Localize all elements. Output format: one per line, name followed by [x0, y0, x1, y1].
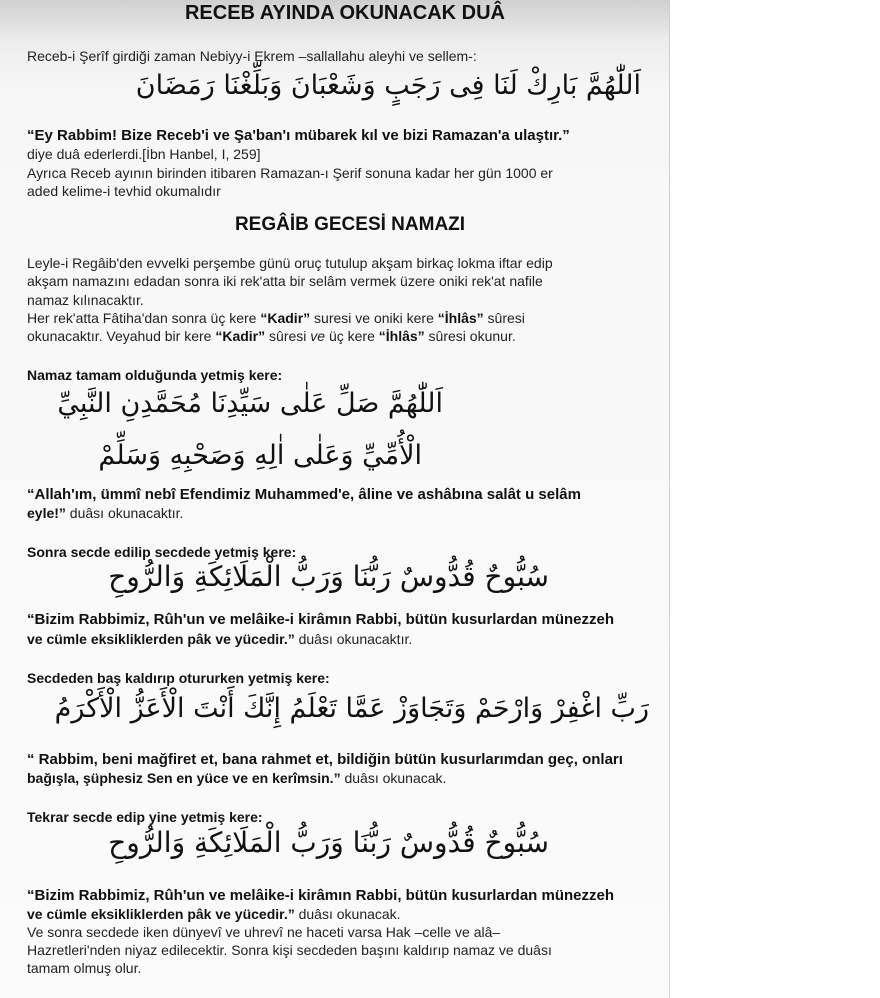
rabbighfir-translation-line-1: “ Rabbim, beni mağfiret et, bana rahmet et, bildiğin bütün kusurlarımdan geç, onları	[27, 751, 623, 768]
closing-line-3: tamam olmuş olur.	[27, 960, 142, 976]
step-heading-4: Tekrar secde edip yine yetmiş kere:	[27, 809, 263, 825]
closing-line-2: Hazretleri'nden niyaz edilecektir. Sonra kişi secdeden başını kaldırıp namaz ve duâsı	[27, 942, 552, 958]
arabic-salawat-line-1: اَللّٰهُمَّ صَلِّ عَلٰى سَيِّدِنَا مُحَمَّدِنِ النَّبِيِّ	[57, 388, 443, 419]
step-heading-3: Secdeden baş kaldırıp otururken yetmiş kere:	[27, 670, 330, 686]
surah-ihlas: “İhlâs”	[378, 328, 425, 344]
translation-text: eyle!”	[27, 505, 66, 521]
arabic-prayer-receb: اَللّٰهُمَّ بَارِكْ لَنَا فِى رَجَبٍ وَشَعْبَانَ وَبَلِّغْنَا رَمَضَانَ	[135, 70, 641, 101]
surah-text: sûresi okunur.	[424, 328, 516, 344]
salawat-translation-line-1: “Allah'ım, ümmî nebî Efendimiz Muhammed'e, âline ve ashâbına salât u selâm	[27, 486, 581, 503]
translation-text: duâsı okunacak.	[294, 906, 401, 922]
surah-instruction-line-1	[27, 309, 525, 327]
tevhid-note-line-2: aded kelime-i tevhid okumalıdır	[27, 183, 221, 199]
rabbighfir-translation-line-2	[27, 769, 446, 787]
subbuh-translation-2-line-1: “Bizim Rabbimiz, Rûh'un ve melâike-i kirâmın Rabbi, bütün kusurlardan münezzeh	[27, 887, 614, 904]
translation-text: ve cümle eksikliklerden pâk ve yücedir.”	[27, 906, 295, 922]
surah-text: sûresi	[265, 328, 311, 344]
subbuh-translation-1-line-2	[27, 630, 412, 648]
salawat-translation-line-2	[27, 504, 183, 522]
surah-kadir: “Kadir”	[215, 328, 266, 344]
closing-line-1: Ve sonra secdede iken dünyevî ve uhrevî ne haceti varsa Hak –celle ve alâ–	[27, 924, 501, 940]
surah-kadir: “Kadir”	[260, 310, 311, 326]
regaib-paragraph-line-3: namaz kılınacaktır.	[27, 292, 144, 308]
arabic-rabbighfir: رَبِّ اغْفِرْ وَارْحَمْ وَتَجَاوَزْ عَمَّا تَعْلَمُ إِنَّكَ أَنْتَ الْأَعَزُّ الْأَكْرَمُ	[54, 693, 649, 724]
arabic-subbuh-2: سُبُّوحٌ قُدُّوسٌ رَبُّنَا وَرَبُّ الْمَلَائِكَةِ وَالرُّوحِ	[108, 826, 549, 859]
arabic-subbuh-1: سُبُّوحٌ قُدُّوسٌ رَبُّنَا وَرَبُّ الْمَلَائِكَةِ وَالرُّوحِ	[108, 560, 549, 593]
regaib-paragraph-line-1: Leyle-i Regâib'den evvelki perşembe günü oruç tutulup akşam birkaç lokma iftar edip	[27, 255, 553, 271]
section-title: REGÂİB GECESİ NAMAZI	[234, 214, 466, 235]
intro-text: Receb-i Şerîf girdiği zaman Nebiyy-i Ekrem –sallallahu aleyhi ve sellem-:	[27, 48, 477, 64]
step-heading-2: Sonra secde edilip secdede yetmiş kere:	[27, 544, 297, 560]
surah-text: ve	[310, 328, 326, 344]
surah-text: üç kere	[325, 328, 379, 344]
tevhid-note-line-1: Ayrıca Receb ayının birinden itibaren Ramazan-ı Şerif sonuna kadar her gün 1000 er	[27, 165, 553, 181]
regaib-paragraph-line-2: akşam namazını edadan sonra iki rek'atta bir selâm vermek üzere oniki rek'at nafile	[27, 273, 543, 289]
surah-text: sûresi	[483, 310, 525, 326]
prayer-translation-receb: “Ey Rabbim! Bize Receb'i ve Şa'ban'ı mübarek kıl ve bizi Ramazan'a ulaştır.”	[27, 127, 570, 144]
translation-text: duâsı okunacaktır.	[294, 631, 413, 647]
translation-text: bağışla, şüphesiz Sen en yüce ve en kerîmsin.”	[27, 770, 341, 786]
surah-text: suresi ve oniki kere	[310, 310, 438, 326]
translation-text: duâsı okunacaktır.	[65, 505, 184, 521]
arabic-salawat-line-2: الْأُمِّيِّ وَعَلٰى اٰلِهِ وَصَحْبِهِ وَسَلِّمْ	[98, 440, 422, 471]
translation-text: duâsı okunacak.	[340, 770, 447, 786]
subbuh-translation-2-line-2	[27, 905, 401, 923]
surah-instruction-line-2	[27, 327, 516, 345]
surah-text: Her rek'atta Fâtiha'dan sonra üç kere	[27, 310, 261, 326]
surah-text: okunacaktır. Veyahud bir kere	[27, 328, 216, 344]
subbuh-translation-1-line-1: “Bizim Rabbimiz, Rûh'un ve melâike-i kirâmın Rabbi, bütün kusurlardan münezzeh	[27, 611, 614, 628]
translation-text: ve cümle eksikliklerden pâk ve yücedir.”	[27, 631, 295, 647]
step-heading-1: Namaz tamam olduğunda yetmiş kere:	[27, 367, 283, 383]
page-title: RECEB AYINDA OKUNACAK DUÂ	[184, 2, 506, 24]
prayer-source: diye duâ ederlerdi.[İbn Hanbel, I, 259]	[27, 146, 261, 162]
surah-ihlas: “İhlâs”	[437, 310, 484, 326]
